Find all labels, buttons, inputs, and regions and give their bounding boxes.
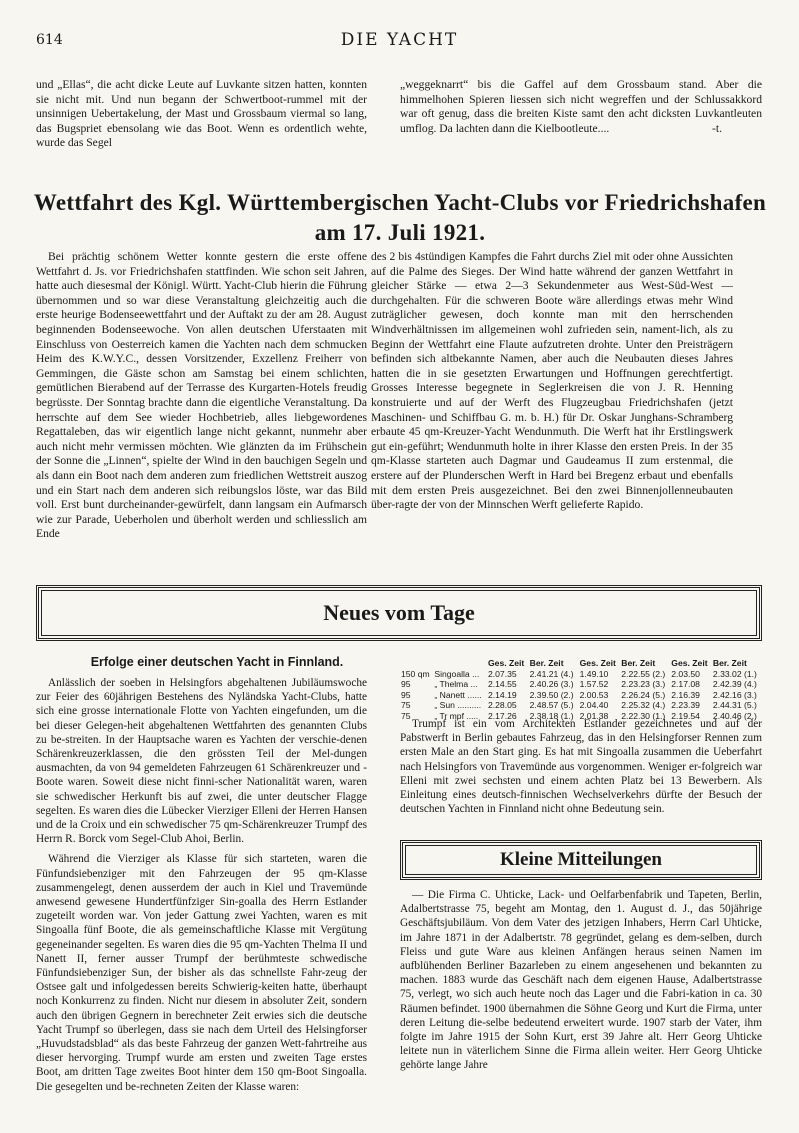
results-table bbox=[400, 658, 762, 722]
running-title: DIE YACHT bbox=[340, 30, 459, 50]
table-cell: 1.57.52 bbox=[579, 679, 609, 690]
results-table-container bbox=[400, 658, 762, 722]
table-cell: 2.44.31 (5.) bbox=[712, 700, 757, 711]
results-header-cell bbox=[400, 658, 433, 669]
section-heading-kleine-mitteilungen: Kleine Mitteilungen bbox=[499, 849, 662, 870]
table-cell: 2.17.26 bbox=[487, 710, 517, 721]
article1-right-column bbox=[371, 250, 733, 513]
previous-article-right-text bbox=[400, 78, 762, 136]
article3-text: — Die Firma C. Uhticke, Lack- und Oelfarbenfabrik und Tapeten, Berlin, Adalbertstrasse 75, begeht am Montag, den 1. August d. J., das 50jährige Geschäftsjubiläum. Von dem Vater des jetzigen Inhabers, Herrn Carl Uhticke, im Jahre 1871 in der Adalbertstr. 78 gegründet, gelang es dem-selben, durch Fleiss und gute Ware aus kleinen Anfängen heraus seinen Namen im aufblühenden Berliner Bazarleben zu einem angesehenen und bekannten zu machen. 1883 wurde das Geschäft nach dem eigenen Hause, Adalbertstrasse 75, verlegt, wo sich auch heute noch das Lager und die Fabri-kation in ca. 30 Räumen befindet. 1900 übernahmen die Söhne Georg und Kurt die Firma, unter deren Leitung die-selbe bedeutend erweitert wurde. 1907 starb der Vater, ihm folgte im Jahre 1915 der Sohn Kurt, erst 39 Jahre alt. Herr Georg Uhticke leitete nun in väterlichem Sinne die Firma allein weiter. Herr Georg Uhticke gehörte lange Jahre bbox=[400, 889, 762, 1072]
table-cell: 95 bbox=[401, 689, 411, 700]
table-row bbox=[400, 690, 762, 701]
table-cell: 2.22.55 (2.) bbox=[621, 668, 666, 679]
table-cell: 2.40.26 (3.) bbox=[529, 679, 574, 690]
results-header-cell: Ges. Zeit bbox=[671, 658, 708, 668]
table-cell: 2.23.23 (3.) bbox=[621, 679, 666, 690]
article2-paragraph-1: Anlässlich der soeben in Helsingfors abgehaltenen Jubiläumswoche zur Feier des 60jährigen Bestehens des Nyländska Yacht-Clubs, hatte sich eine grosse internationale Flotte von Yachten eingefunden, um die bei dieser Gelegen-heit abgehaltenen Wettfahrten des genannten Clubs zu be-streiten. In der Hauptsache waren es Yachten der verschie-denen Schärenkreuzerklassen, die den grössten Teil der Mel-dungen ausmachten, da von 94 gemeldeten Fahrzeugen 61 Schärenkreuzer und -Boote waren. Soweit diese nicht finni-scher Nationalität waren, waren sie schwedischer Herkunft bis auf zwei, die unter deutscher Flagge segelten. Es waren dies die Lübecker Vierziger Elleni der Herren Hansen und de la Croix und ein schwedischer 75 qm-Schärenkreuzer Trumpf des Herrn R. Borck vom Segel-Club Ahoi, Berlin. bbox=[36, 677, 367, 846]
table-cell: 2.48.57 (5.) bbox=[529, 700, 574, 711]
table-cell: 75 bbox=[401, 710, 411, 721]
article-title-wettfahrt bbox=[20, 188, 780, 248]
table-cell: 2.23.39 bbox=[671, 700, 700, 711]
table-cell: 2.14.55 bbox=[487, 679, 517, 690]
article1-right-text: des 2 bis 4stündigen Kampfes die Fahrt durchs Ziel mit oder ohne Aussichten auf die Palme des Sieges. Der Wind hatte während der ganzen Wettfahrt in gleicher Stärke — etwa 2—3 Sekundenmeter aus West-Süd-West — durchgehalten. Für die schweren Boote wäre allerdings etwas mehr Wind zuträglicher gewesen, doch konnte man mit den herrschenden Windverhältnissen im allgemeinen wohl zufrieden sein, nament-lich, als zu Beginn der Wettfahrt eine Flaute aufzutreten drohte. Unter den Preisträgern befinden sich altbekannte Namen, aber auch die Neubauten dieses Jahres hatten die in sie gesetzten Erwartungen und Hoffnungen gerechtfertigt. Grosses Interesse begegnete in Seglerkreisen die von J. R. Henning konstruierte und auf der Werft des Flugzeugbau Friedrichshafen (jetzt Maschinen- und Schiffbau G. m. b. H.) für Dr. Oskar Junghans-Schramberg erbaute 45 qm-Kreuzer-Yacht Wendunmuth. Die Werft hat ihr Erstlingswerk gut ein-geführt; Wendunmuth holte in ihrer Klasse den ersten Preis. In der 35 qm-Klasse starteten auch Dagmar und Gaudeamus II zum erstenmal, die erstere auf der Plunderschen Werft in Hard bei Bregenz erbaut und ebenfalls mit dem ersten Preis ausgezeichnet. Bei den zwei Binnenjollenneubauten über-ragte der von der Minnschen Werft gelieferte Rapido. bbox=[371, 250, 733, 512]
previous-article-right-body: „weggeknarrt“ bis die Gaffel auf dem Grossbaum stand. Aber die himmelhohen Spieren liessen sich nicht wegreffen und der Schlussakkord war oft genug, dass die breiten Kiste samt den acht dicksten Luvkantleuten umflog. Da lachten dann die Kielbootleute.... bbox=[400, 78, 762, 135]
table-cell: 2.40.46 (2.) bbox=[712, 710, 757, 721]
results-header-cell: Ber. Zeit bbox=[712, 658, 747, 668]
article3-column bbox=[400, 888, 762, 1073]
results-header-cell bbox=[433, 658, 487, 669]
table-cell: 2.22.30 (1.) bbox=[621, 710, 666, 721]
table-cell: „ Nanett ...... bbox=[434, 689, 482, 700]
previous-article-right-column bbox=[400, 78, 762, 136]
article2-paragraph-2: Während die Vierziger als Klasse für sich starteten, waren die Fünfundsiebenziger mit den Fahrzeugen der 95 qm-Klasse zusammengelegt, denen ausserdem der auch in Kiel und Travemünde anwesend gewesene Hundertfünfziger Sin-goalla des Herrn Estlander zugeteilt worden war. Von jeder Gattung zwei Yachten, waren es mit Singoalla fünf Boote, die als gemeinschaftliche Klasse mit Vergütung gegeneinander segelten. Es waren dies die 95 qm-Yachten Thelma II und Nanett II, ferner ausser Trumpf der berühmteste schwedische Fünfundsiebenziger Sun, der bisher als das schnellste Fahr-zeug der Ostsee galt und infolgedessen bereits Schwierig-keiten hatte, überhaupt noch Konkurrenz zu finden. Nicht nur diesem in absoluter Zeit, sondern auch den übrigen Gegnern in berechneter Zeit erwies sich die deutsche Yacht Trumpf so überlegen, dass sie nach dem Urteil des Helsingforser „Huvudstadsblad“ als das beste Fahrzeug der ganzen Wett-fahrtreihe aus dieser hervorging. Trumpf wurde am ersten und zweiten Tage erstes Boot, am dritten Tage zweites Boot hinter dem 150 qm-Boot Singoalla. Die gesegelten und be-rechneten Zeiten der Klasse waren: bbox=[36, 853, 367, 1093]
table-cell: 2.42.16 (3.) bbox=[712, 689, 757, 700]
previous-article-signature: -t. bbox=[712, 121, 722, 135]
table-cell: 2.33.02 (1.) bbox=[712, 668, 757, 679]
article-title-line-2: am 17. Juli 1921. bbox=[314, 220, 486, 245]
article1-left-text: Bei prächtig schönem Wetter konnte gestern die erste offene Wettfahrt d. Js. vor Friedrichshafen stattfinden. Wie schon seit Jahren, hatte auch diesesmal der Königl. Württ. Yacht-Club hierin die Führung übernommen und so war diese Veranstaltung gleichzeitig auch die erste heurige Bodenseewettfahrt und der Auftakt zu der am 28. August beginnenden Bodenseewoche. Von allen deutschen Uferstaaten mit Einschluss von Oesterreich kamen die Yachten nach dem schmucken Heim des K.W.Y.C., dessen Vorsitzender, Exzellenz Freiherr von Gemmingen, die Gäste schon am Samstag bei einem schlichten, gemütlichen Bierabend auf der Terrasse des Kurgarten-Hotels freudig begrüsste. Der Sonntag brachte dann die eigentliche Veranstaltung. Da herrschte auf dem See wieder Hochbetrieb, alles liebgewordenes Regattaleben, das wir eigentlich lange nicht gekannt, nunmehr aber auch nicht mehr vermissen möchten. Wie glänzten da im Frühschein der Sonne die „Linnen“, spielte der Wind in den bauchigen Segeln und als dann ein Boot nach dem anderen zum friedlichen Wettstreit auszog und ein Start nach dem anderen sich reibungslos löste, war das Bild voll. Erst bunt durcheinander-gewürfelt, dann langsam ein Aufmarsch wie zur Parade, Ueberholen und überholt werden und schliesslich am Ende bbox=[36, 250, 367, 541]
table-cell: Singoalla ... bbox=[434, 668, 480, 679]
table-row bbox=[400, 700, 762, 711]
table-cell: 2.28.05 bbox=[487, 700, 517, 711]
results-header-cell: Ges. Zeit bbox=[579, 658, 616, 668]
table-cell: 2.16.39 bbox=[671, 689, 700, 700]
table-cell: „ Tr mpf ..... bbox=[434, 710, 479, 721]
section-heading-inner bbox=[41, 590, 757, 636]
table-cell: „ Thelma ... bbox=[434, 679, 478, 690]
table-cell: 2.17.08 bbox=[671, 679, 700, 690]
page-number: 614 bbox=[36, 32, 63, 48]
table-cell: 2.14.19 bbox=[487, 689, 517, 700]
table-row bbox=[400, 669, 762, 680]
table-cell: 2.42.39 (4.) bbox=[712, 679, 757, 690]
article2-subtitle: Erfolge einer deutschen Yacht in Finnland. bbox=[90, 655, 344, 669]
table-cell: 2.41.21 (4.) bbox=[529, 668, 574, 679]
table-cell: 2.26.24 (5.) bbox=[621, 689, 666, 700]
article-title-line-1: Wettfahrt des Kgl. Württembergischen Yacht-Clubs vor Friedrichshafen bbox=[33, 190, 767, 215]
results-header-cell: Ber. Zeit bbox=[529, 658, 564, 668]
table-cell: 2.00.53 bbox=[579, 689, 609, 700]
results-header-cell: Ges. Zeit bbox=[487, 658, 525, 668]
table-cell: 2.25.32 (4.) bbox=[621, 700, 666, 711]
section-heading-neues-vom-tage: Neues vom Tage bbox=[323, 600, 475, 625]
article1-left-column bbox=[36, 250, 367, 542]
results-header-cell: Ber. Zeit bbox=[621, 658, 656, 668]
table-cell: 2.38.18 (1.) bbox=[529, 710, 574, 721]
section-heading-box-kleine bbox=[400, 840, 762, 880]
results-header-row bbox=[400, 658, 762, 669]
table-cell: 1.49.10 bbox=[579, 668, 609, 679]
section-heading-inner bbox=[405, 845, 757, 875]
table-cell: 2.01.38 bbox=[579, 710, 609, 721]
table-cell: „ Sun .......... bbox=[434, 700, 482, 711]
table-cell: 75 bbox=[401, 700, 411, 711]
table-cell: 2.39.50 (2.) bbox=[529, 689, 574, 700]
section-heading-box-neues bbox=[36, 585, 762, 641]
previous-article-left-column bbox=[36, 78, 367, 151]
table-cell: 2.07.35 bbox=[487, 668, 517, 679]
article2-right-column bbox=[400, 717, 762, 816]
article2-paragraph-3: Trumpf ist ein vom Architekten Estlander gezeichnetes und auf der Pabstwerft in Berlin gebautes Fahrzeug, das in den Helsingforser Rennen zum ersten Male an den Start ging. Es hat mit Singoalla zusammen die Ueberfahrt nach Helsingfors von Travemünde aus vorgenommen. Weniger er-folgreich war Elleni mit zwei sechsten und einem achten Platz bei 13 Bewerbern. Als Einleitung eines deutsch-finnischen Wechselverkehrs dürfte der Besuch der deutschen Yachten in Finnland nicht ohne Bedeutung sein. bbox=[400, 718, 762, 816]
table-cell: 2.19.54 bbox=[671, 710, 700, 721]
article2-left-column bbox=[36, 676, 367, 1094]
table-cell: 2.03.50 bbox=[671, 668, 700, 679]
table-cell: 95 bbox=[401, 679, 411, 690]
previous-article-left-text: und „Ellas“, die acht dicke Leute auf Luvkante sitzen hatten, konnten sie nicht mit. Und nun begann der Schwertboot-rummel mit der unsinnigen Uebertakelung, der Mast und Grossbaum viermal so lang, das Bugspriet ebensolang wie das Boot. Wenn es ordentlich wehte, wurde das Segel bbox=[36, 78, 367, 150]
table-cell: 150 qm bbox=[401, 668, 430, 679]
table-cell: 2.04.40 bbox=[579, 700, 609, 711]
table-row bbox=[400, 679, 762, 690]
